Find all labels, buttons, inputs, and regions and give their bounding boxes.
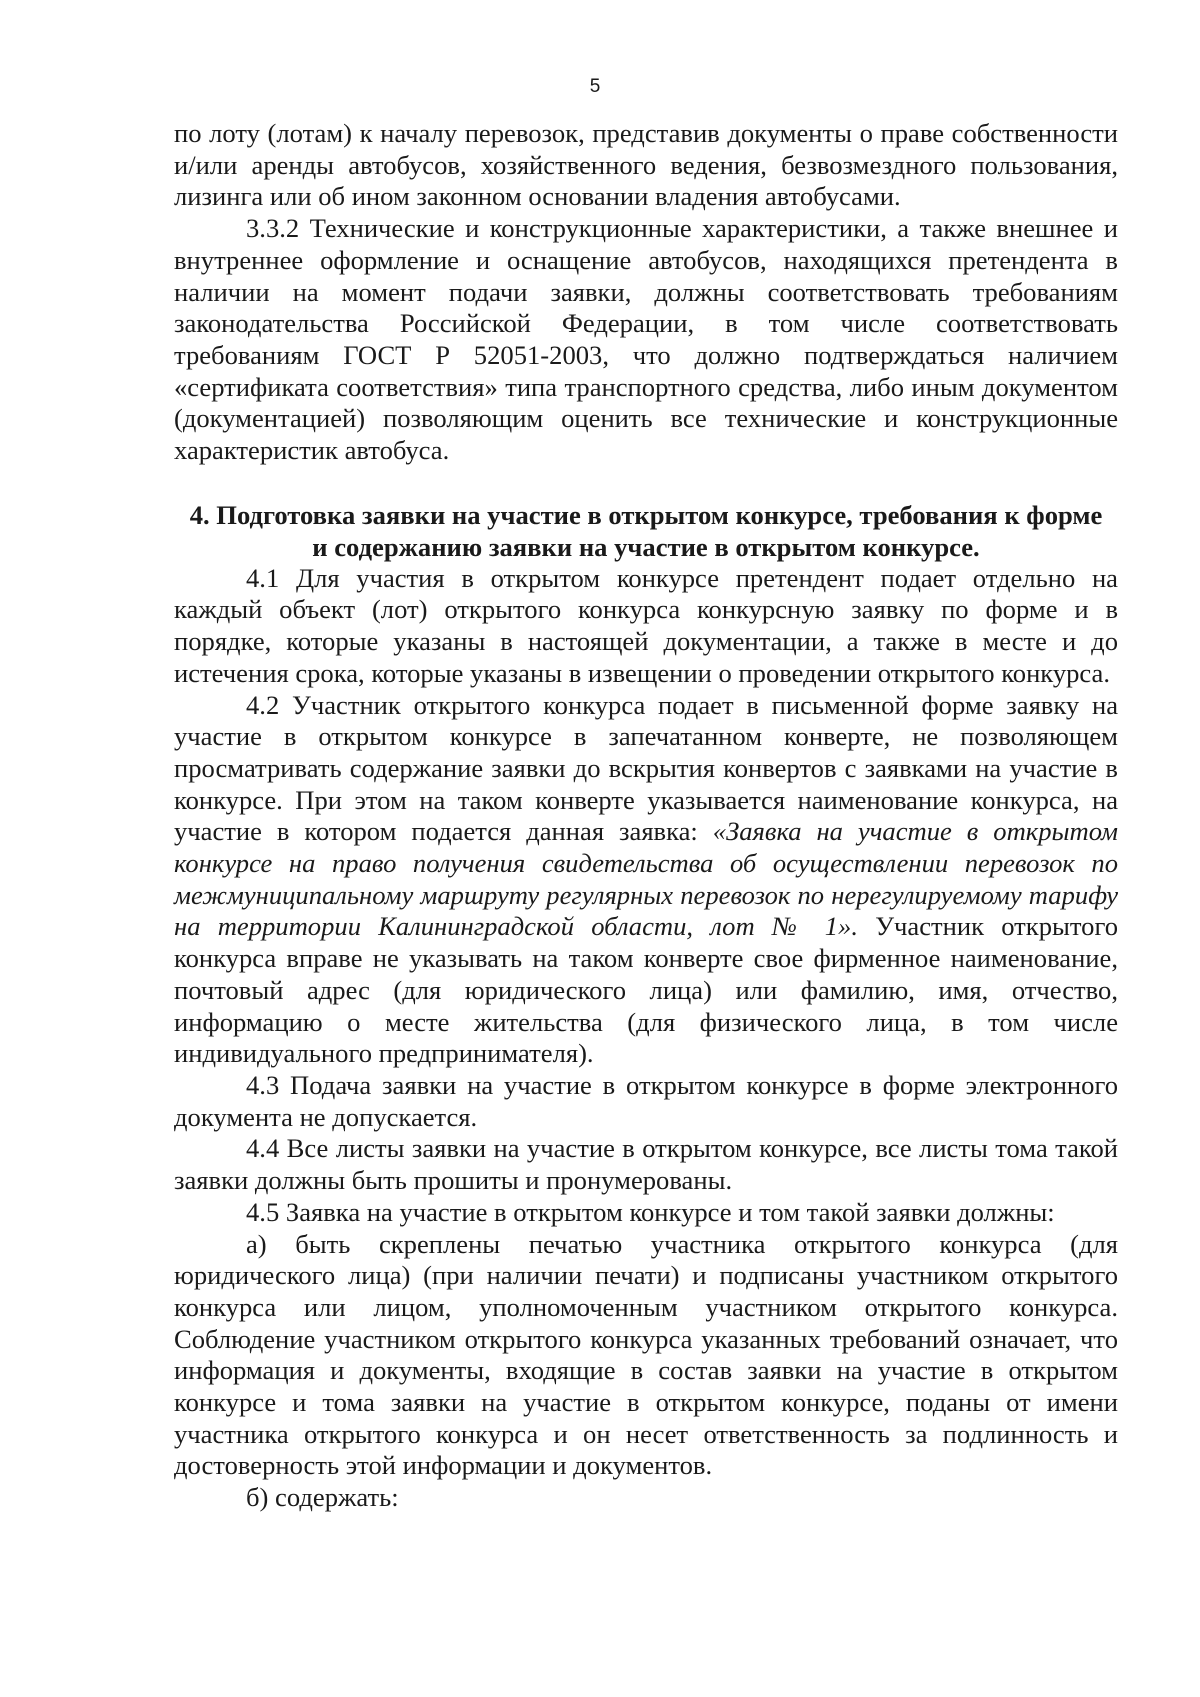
paragraph-4-5: 4.5 Заявка на участие в открытом конкурсе и том такой заявки должны: xyxy=(246,1196,1055,1227)
document-body xyxy=(174,118,1118,1514)
paragraph-4-2 xyxy=(174,690,1118,1070)
section-4-heading xyxy=(174,499,1118,563)
paragraph-4-3: 4.3 Подача заявки на участие в открытом конкурсе в форме электронного документа не допускается. xyxy=(174,1069,1118,1132)
paragraph-4-1: 4.1 Для участия в открытом конкурсе претендент подает отдельно на каждый объект (лот) открытого конкурса конкурсную заявку по форме и в порядке, которые указаны в настоящей документации, а также в месте и до истечения срока, которые указаны в извещении о проведении открытого конкурса. xyxy=(174,562,1118,688)
paragraph-3-3-2: 3.3.2 Технические и конструкционные характеристики, а также внешнее и внутреннее оформление и оснащение автобусов, находящихся претендента в наличии на момент подачи заявки, должны соответствовать требованиям законодательства Российской Федерации, в том числе соответствовать требованиям ГОСТ Р 52051-2003, что должно подтверждаться наличием «сертификата соответствия» типа транспортного средства, либо иным документом (документацией) позволяющим оценить все технические и конструкционные характеристик автобуса. xyxy=(174,213,1118,466)
paragraph-4-2-end: Участник открытого конкурса вправе не указывать на таком конверте свое фирменное наименование, почтовый адрес (для юридического лица) или фамилию, имя, отчество, информацию о месте жительства (для физического лица, в том числе индивидуального предпринимателя). xyxy=(174,911,1118,1069)
paragraph-4-2-start: 4.2 Участник открытого конкурса подает в письменной форме заявку на участие в открытом конкурсе в запечатанном конверте, не позволяющем просматривать содержание заявки до вскрытия конвертов с заявками на участие в конкурсе. При этом на таком конверте указывается наименование конкурса, на участие в котором подается данная заявка: xyxy=(174,689,1118,847)
paragraph-continuation: по лоту (лотам) к началу перевозок, представив документы о праве собственности и/или аренды автобусов, хозяйственного ведения, безвозмездного пользования, лизинга или об ином законном основании владения автобусами. xyxy=(174,118,1118,212)
list-item-a: а) быть скреплены печатью участника открытого конкурса (для юридического лица) (при наличии печати) и подписаны участником открытого конкурса или лицом, уполномоченным участником открытого конкурса. Соблюдение участником открытого конкурса указанных требований означает, что информация и документы, входящие в состав заявки на участие в открытом конкурсе и тома заявки на участие в открытом конкурсе, поданы от имени участника открытого конкурса и он несет ответственность за подлинность и достоверность этой информации и документов. xyxy=(174,1228,1118,1481)
section-4-heading-line-1: 4. Подготовка заявки на участие в открытом конкурсе, требования к форме xyxy=(189,499,1103,530)
paragraph-4-4: 4.4 Все листы заявки на участие в открытом конкурсе, все листы тома такой заявки должны быть прошиты и пронумерованы. xyxy=(174,1133,1118,1196)
paragraph-4-2-envelope-label: «Заявка на участие в открытом конкурсе на право получения свидетельства об осуществлении перевозок по межмуниципальному маршруту регулярных перевозок по нерегулируемому тарифу на территории Калининградской области, лот № 1». xyxy=(174,816,1118,942)
page-number: 5 xyxy=(589,76,601,97)
list-item-b: б) содержать: xyxy=(246,1482,399,1513)
section-4-heading-line-2: и содержанию заявки на участие в открытом конкурсе. xyxy=(312,531,980,562)
